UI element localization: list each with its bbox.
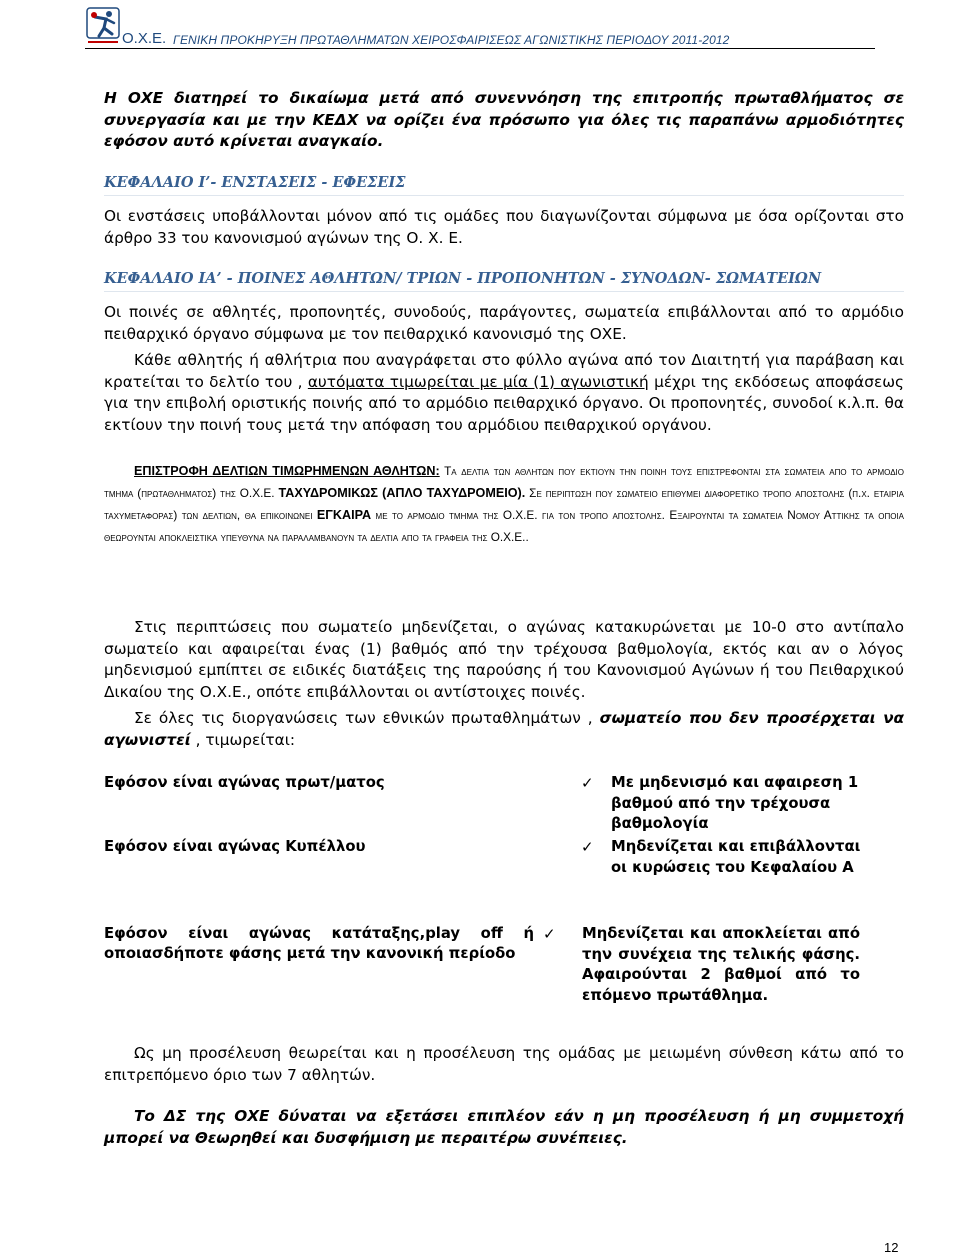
- card-return-timely: ΕΓΚΑΙΡΑ: [316, 508, 372, 522]
- card-return-label: ΕΠΙΣΤΡΟΦΗ ΔΕΛΤΙΩΝ ΤΙΜΩΡΗΜΕΝΩΝ ΑΘΛΗΤΩΝ:: [134, 464, 440, 478]
- card-return-text-c: με το αρμοδιο τμημα της Ο.Χ.Ε. για τον τροπο αποστολης. Εξαιρουνται τα σωματεια Νομου Αττικης τα οποια θεωρουνται αποκλειστικα υπευθυνα να παραλαμβανουν τα δελτια απο τα γραφεια της Ο.Χ.Ε..: [104, 508, 904, 544]
- penalty-result: Μηδενίζεται και αποκλείεται από την συνέχεια της τελικής φάσης. Αφαιρούνται 2 βαθμοί από το επόμενο πρωτάθλημα.: [582, 925, 860, 1004]
- page-number: 12: [884, 1240, 899, 1255]
- national-text-a: Σε όλες τις διοργανώσεις των εθνικών πρωταθλημάτων ,: [134, 709, 600, 727]
- header-abbreviation: Ο.Χ.Ε.: [122, 30, 167, 47]
- check-icon: ✓: [543, 925, 556, 943]
- athlete-penalty-text-b: μέχρι της εκδόσεως αποφάσεως για την επιβολή οριστικής ποινής από το αρμόδιο πειθαρχικό όργανο. Οι προπονητές, συνοδοί κ.λ.π. θα εκτίουν την ποινή τους μετά την απόφαση του αρμόδιου πειθαρχικού οργάνου.: [104, 372, 905, 434]
- card-return-postal: ΤΑΧΥΔΡΟΜΙΚΩΣ (ΑΠΛΟ ΤΑΧΥΔΡΟΜΕΙΟ).: [278, 486, 526, 500]
- appeals-paragraph: Οι ενστάσεις υποβάλλονται μόνον από τις ομάδες που διαγωνίζονται σύμφωνα με όσα ορίζονται στο άρθρο 33 του κανονισμού αγώνων της Ο. Χ. Ε.: [104, 207, 904, 247]
- penalty-case: Εφόσον είναι αγώνας πρωτ/ματος: [104, 774, 385, 791]
- card-return-paragraph: [104, 460, 904, 548]
- penalty-case: Εφόσον είναι αγώνας κατάταξης,play off ή οποιασδήποτε φάσης μετά την κανονική περίοδο: [104, 925, 534, 962]
- section-heading-penalties: ΚΕΦΑΛΑΙΟ ΙΑ’ - ΠΟΙΝΕΣ ΑΘΛΗΤΩΝ/ ΤΡΙΩΝ - ΠΡΟΠΟΝΗΤΩΝ - ΣΥΝΟΔΩΝ- ΣΩΜΑΤΕΙΩΝ: [104, 270, 904, 292]
- athlete-penalty-underlined: αυτόματα τιμωρείται με μία (1) αγωνιστική: [307, 372, 649, 391]
- card-return-text-a: Τα δελτια των αθλητων που εκτιουν την ποινη τους επιστρεφονται στα σωματεια απο το αρμοδιο τμημα (πρωταθληματος) της Ο.Χ.Ε.: [104, 464, 905, 500]
- intro-paragraph: Η ΟΧΕ διατηρεί το δικαίωμα μετά από συνεννόηση της επιτροπής πρωταθλήματος σε συνεργασία και με την ΚΕΔΧ να ορίζει ένα πρόσωπο για όλες τις παραπάνω αρμοδιότητες εφόσον αυτό κρίνεται αναγκαίο.: [104, 89, 904, 150]
- penalty-result: Με μηδενισμό και αφαιρεση 1 βαθμού από την τρέχουσα βαθμολογία: [611, 774, 859, 832]
- check-icon: ✓: [581, 774, 594, 792]
- page-header: [85, 6, 875, 48]
- check-icon: ✓: [581, 838, 594, 856]
- min-players-paragraph: Ως μη προσέλευση θεωρείται και η προσέλευση της ομάδας με μειωμένη σύνθεση κάτω από το επιτρεπόμενο όριο των 7 αθλητών.: [104, 1044, 904, 1084]
- national-text-emphasis: σωματείο που δεν προσέρχεται να αγωνιστεί: [104, 709, 905, 749]
- athlete-penalty-paragraph: [104, 350, 904, 436]
- header-divider: [85, 48, 875, 49]
- national-text-c: , τιμωρείται:: [190, 730, 296, 749]
- national-paragraph: [104, 708, 904, 751]
- header-title: ΓΕΝΙΚΗ ΠΡΟΚΗΡΥΞΗ ΠΡΩΤΑΘΛΗΜΑΤΩΝ ΧΕΙΡΟΣΦΑΙΡΙΣΕΩΣ ΑΓΩΝΙΣΤΙΚΗΣ ΠΕΡΙΟΔΟΥ 2011-2012: [173, 33, 730, 47]
- penalty-case: Εφόσον είναι αγώνας Κυπέλλου: [104, 838, 366, 855]
- athlete-penalty-text-a: Κάθε αθλητής ή αθλήτρια που αναγράφεται στο φύλλο αγώνα από τον Διαιτητή για παράβαση και κρατείται το δελτίο του ,: [104, 351, 904, 391]
- handball-player-logo-icon: [85, 6, 121, 46]
- penalties-paragraph: Οι ποινές σε αθλητές, προπονητές, συνοδούς, παράγοντες, σωματεία επιβάλλονται από το αρμόδιο πειθαρχικό όργανο σύμφωνα με τον πειθαρχικό κανονισμό της ΟΧΕ.: [104, 303, 904, 343]
- forfeit-paragraph: Στις περιπτώσεις που σωματείο μηδενίζεται, ο αγώνας κατακυρώνεται με 10-0 στο αντίπαλο σωματείο και αφαιρείται ένας (1) βαθμός από την τρέχουσα βαθμολογία, εκτός και αν ο λόγος μηδενισμού εμπίπτει σε ειδικές διατάξεις της παρούσης ή του Κανονισμού Αγώνων ή του Πειθαρχικού Δικαίου της Ο.Χ.Ε., οπότε επιβάλλονται οι αντίστοιχες ποινές.: [104, 618, 904, 701]
- penalty-result: Μηδενίζεται και επιβάλλονται οι κυρώσεις του Κεφαλαίου Α: [611, 838, 861, 876]
- board-paragraph: Το ΔΣ της ΟΧΕ δύναται να εξετάσει επιπλέον εάν η μη προσέλευση ή μη συμμετοχή μπορεί να Θεωρηθεί και δυσφήμιση με περαιτέρω συνέπειες.: [104, 1107, 904, 1147]
- card-return-text-b: Σε περιπτωση που σωματειο επιθυμει διαφορετικο τροπο αποστολης (π.χ. εταιρια ταχυμεταφορας) των δελτιων, θα επικοινωνει: [104, 486, 904, 522]
- section-heading-appeals: ΚΕΦΑΛΑΙΟ Ι’- ΕΝΣΤΑΣΕΙΣ - ΕΦΕΣΕΙΣ: [104, 174, 904, 196]
